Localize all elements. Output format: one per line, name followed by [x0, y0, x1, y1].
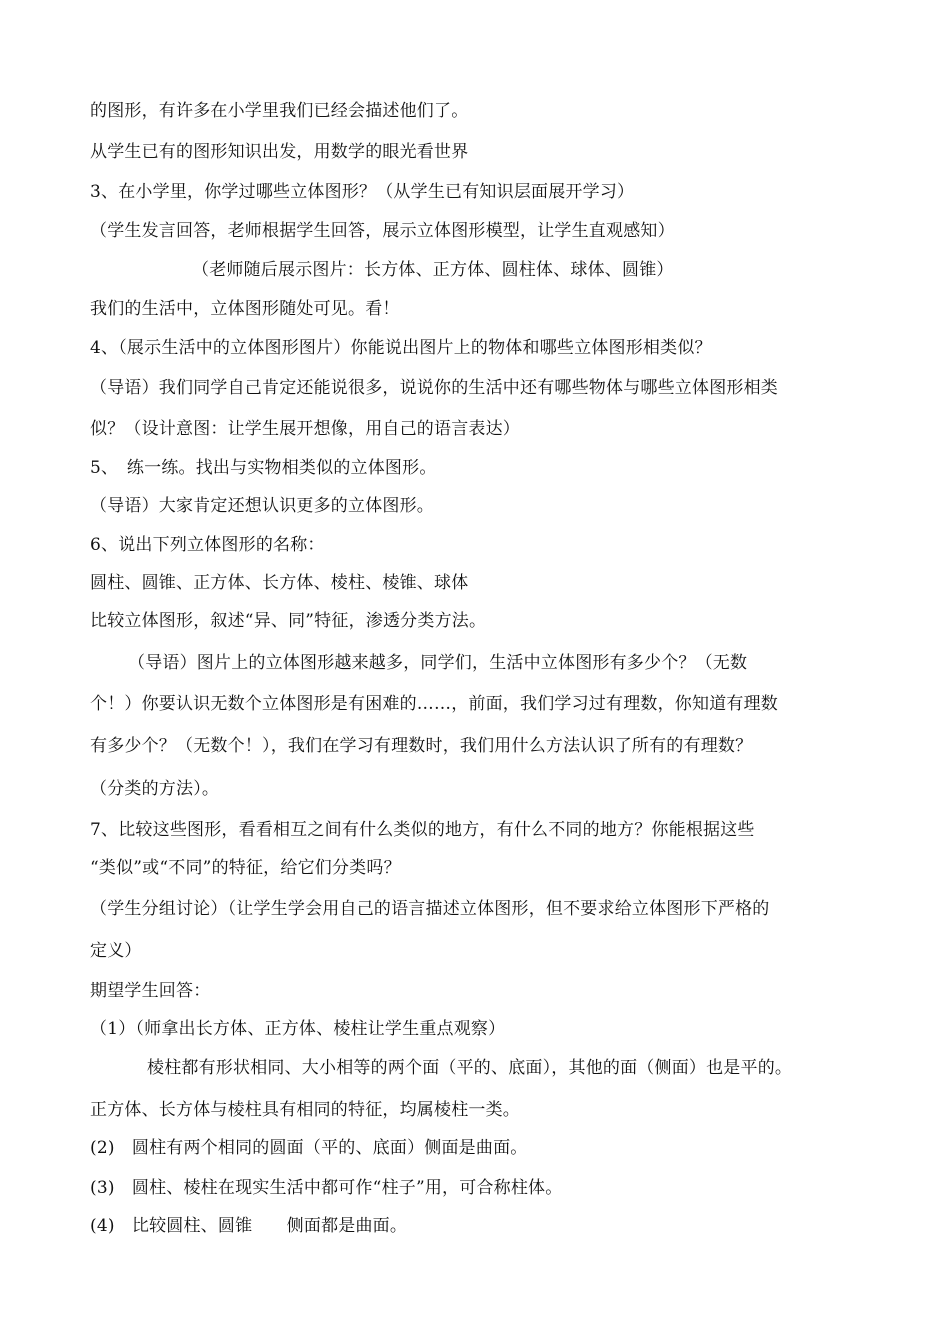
- text-line: 棱柱都有形状相同、大小相等的两个面（平的、底面），其他的面（侧面）也是平的。: [147, 1058, 793, 1078]
- text-line: 圆柱、圆锥、正方体、长方体、棱柱、棱锥、球体: [90, 573, 469, 593]
- text-line: 期望学生回答：: [90, 981, 211, 1001]
- text-line: 3、在小学里，你学过哪些立体图形？（从学生已有知识层面展开学习）: [90, 182, 635, 202]
- text-line: （分类的方法）。: [90, 779, 220, 799]
- text-line: 5、 练一练。找出与实物相类似的立体图形。: [90, 458, 437, 478]
- text-line: （1）（师拿出长方体、正方体、棱柱让学生重点观察）: [90, 1019, 506, 1039]
- text-line: 有多少个？（无数个！），我们在学习有理数时，我们用什么方法认识了所有的有理数？: [90, 736, 753, 756]
- text-line: （导语）我们同学自己肯定还能说很多，说说你的生活中还有哪些物体与哪些立体图形相类: [90, 378, 778, 398]
- text-line: (2) 圆柱有两个相同的圆面（平的、底面）侧面是曲面。: [90, 1138, 528, 1158]
- text-line: 我们的生活中，立体图形随处可见。看！: [90, 299, 400, 319]
- text-line: 7、比较这些图形，看看相互之间有什么类似的地方，有什么不同的地方？你能根据这些: [90, 820, 755, 840]
- text-line: 从学生已有的图形知识出发，用数学的眼光看世界: [90, 142, 469, 162]
- text-line: “类似”或“不同”的特征，给它们分类吗？: [90, 858, 401, 878]
- text-line: 6、说出下列立体图形的名称：: [90, 535, 325, 555]
- text-line: （导语）图片上的立体图形越来越多，同学们，生活中立体图形有多少个？（无数: [128, 653, 748, 673]
- text-line: （学生分组讨论）（让学生学会用自己的语言描述立体图形，但不要求给立体图形下严格的: [90, 899, 770, 919]
- text-line: （老师随后展示图片：长方体、正方体、圆柱体、球体、圆锥）: [192, 260, 674, 280]
- text-line: (3) 圆柱、棱柱在现实生活中都可作“柱子”用，可合称柱体。: [90, 1178, 563, 1198]
- text-line: 个！）你要认识无数个立体图形是有困难的……，前面，我们学习过有理数，你知道有理数: [90, 694, 778, 714]
- text-line: 似？（设计意图：让学生展开想像，用自己的语言表达）: [90, 419, 520, 439]
- text-line: （导语）大家肯定还想认识更多的立体图形。: [90, 496, 434, 516]
- text-line: 定义）: [90, 941, 142, 961]
- text-line: 正方体、长方体与棱柱具有相同的特征，均属棱柱一类。: [90, 1100, 520, 1120]
- text-line: 比较立体图形，叙述“异、同”特征，渗透分类方法。: [90, 611, 487, 631]
- text-line: 4、（展示生活中的立体图形图片）你能说出图片上的物体和哪些立体图形相类似？: [90, 338, 712, 358]
- text-line: （学生发言回答，老师根据学生回答，展示立体图形模型，让学生直观感知）: [90, 221, 675, 241]
- text-line: 的图形，有许多在小学里我们已经会描述他们了。: [90, 101, 469, 121]
- text-line: (4) 比较圆柱、圆锥 侧面都是曲面。: [90, 1216, 408, 1236]
